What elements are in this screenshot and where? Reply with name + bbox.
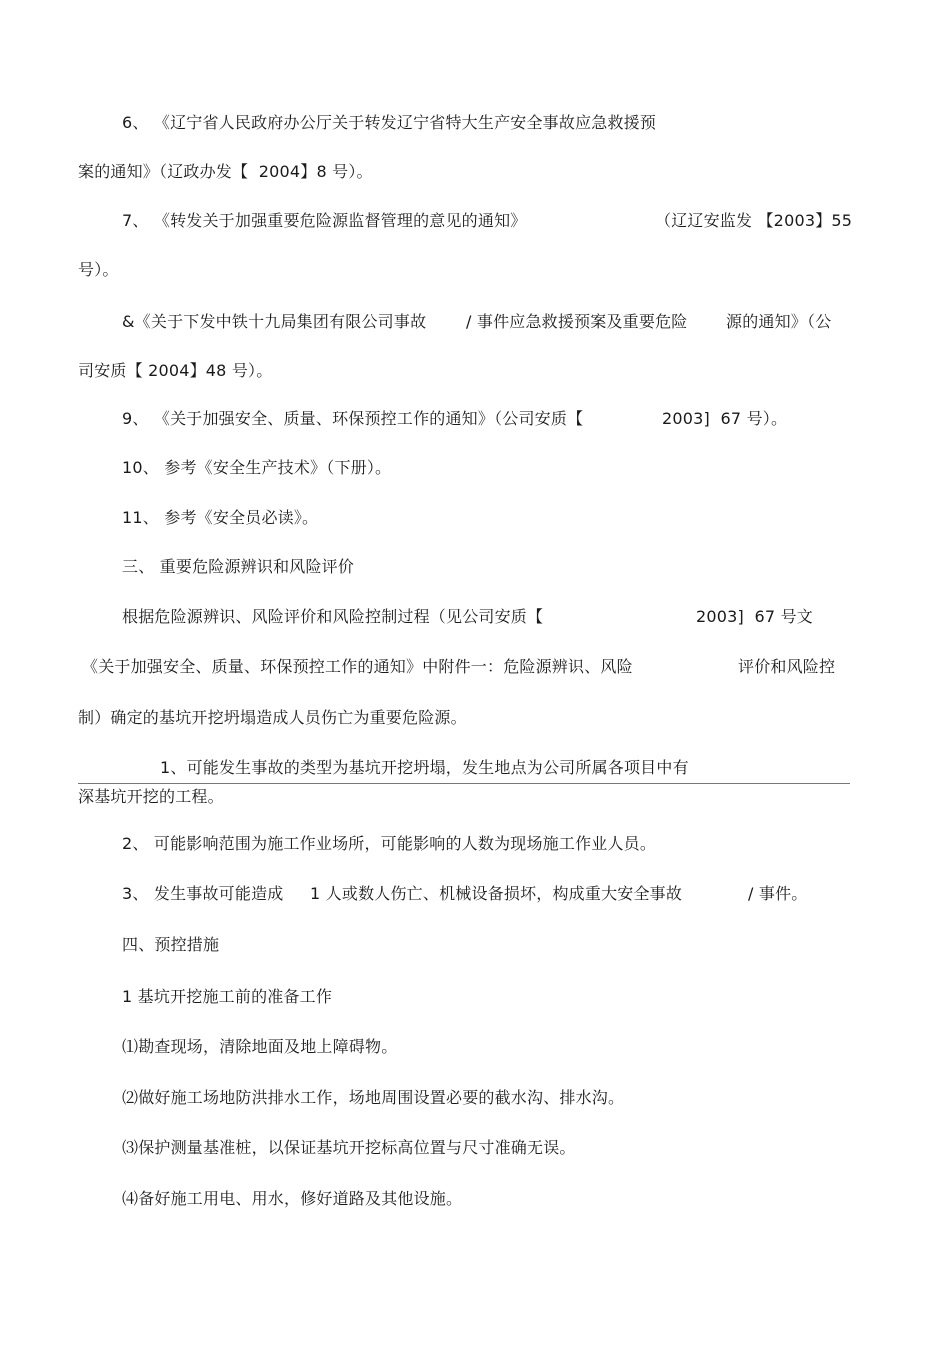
reference-item-7-continuation: 号）。: [78, 260, 119, 279]
hazard-item-3-part2: 1 人或数人伤亡、机械设备损坏，构成重大安全事故: [310, 884, 683, 903]
reference-item-6-continuation: 案的通知》（辽政办发【 2004】8 号）。: [78, 162, 373, 181]
paragraph-basis-number: 2003] 67 号文: [696, 607, 813, 626]
paragraph-basis: 根据危险源辨识、风险评价和风险控制过程（见公司安质【: [122, 607, 544, 626]
measure-item-3: ⑶保护测量基准桩，以保证基坑开挖标高位置与尺寸准确无误。: [122, 1138, 576, 1157]
subheading-preparation: 1 基坑开挖施工前的准备工作: [122, 987, 333, 1006]
reference-item-7: 7、 《转发关于加强重要危险源监督管理的意见的通知》: [122, 211, 527, 230]
measure-item-2: ⑵做好施工场地防洪排水工作，场地周围设置必要的截水沟、排水沟。: [122, 1088, 625, 1107]
reference-item-9: 9、 《关于加强安全、质量、环保预控工作的通知》（公司安质【: [122, 409, 584, 428]
paragraph-basis-line3: 制）确定的基坑开挖坍塌造成人员伤亡为重要危险源。: [78, 708, 467, 727]
reference-item-6: 6、 《辽宁省人民政府办公厅关于转发辽宁省特大生产安全事故应急救援预: [122, 113, 657, 132]
reference-item-8-part3: 源的通知》（公: [726, 312, 832, 331]
paragraph-basis-line2-end: 评价和风险控: [738, 657, 836, 676]
reference-item-8-part2: / 事件应急救援预案及重要危险: [466, 312, 688, 331]
reference-item-11: 11、 参考《安全员必读》。: [122, 508, 319, 527]
hazard-item-2: 2、 可能影响范围为施工作业场所，可能影响的人数为现场施工作业人员。: [122, 834, 657, 853]
reference-item-9-number: 2003] 67 号）。: [662, 409, 788, 428]
section-heading-3: 三、 重要危险源辨识和风险评价: [122, 557, 355, 576]
reference-item-10: 10、 参考《安全生产技术》（下册）。: [122, 458, 392, 477]
reference-item-7-number: （辽辽安监发 【2003】55: [655, 211, 853, 230]
measure-item-4: ⑷备好施工用电、用水，修好道路及其他设施。: [122, 1189, 463, 1208]
hazard-item-3: 3、 发生事故可能造成: [122, 884, 284, 903]
paragraph-basis-line2: 《关于加强安全、质量、环保预控工作的通知》中附件一：危险源辨识、风险: [82, 657, 633, 676]
reference-item-8: &《关于下发中铁十九局集团有限公司事故: [122, 312, 427, 331]
hazard-item-1: 1、可能发生事故的类型为基坑开挖坍塌，发生地点为公司所属各项目中有: [160, 758, 689, 777]
hazard-item-3-part3: / 事件。: [748, 884, 808, 903]
measure-item-1: ⑴勘查现场，清除地面及地上障碍物。: [122, 1037, 398, 1056]
reference-item-8-continuation: 司安质【 2004】48 号）。: [78, 361, 273, 380]
horizontal-divider: [78, 783, 850, 784]
hazard-item-1-continuation: 深基坑开挖的工程。: [78, 787, 224, 806]
section-heading-4: 四、预控措施: [122, 935, 220, 954]
